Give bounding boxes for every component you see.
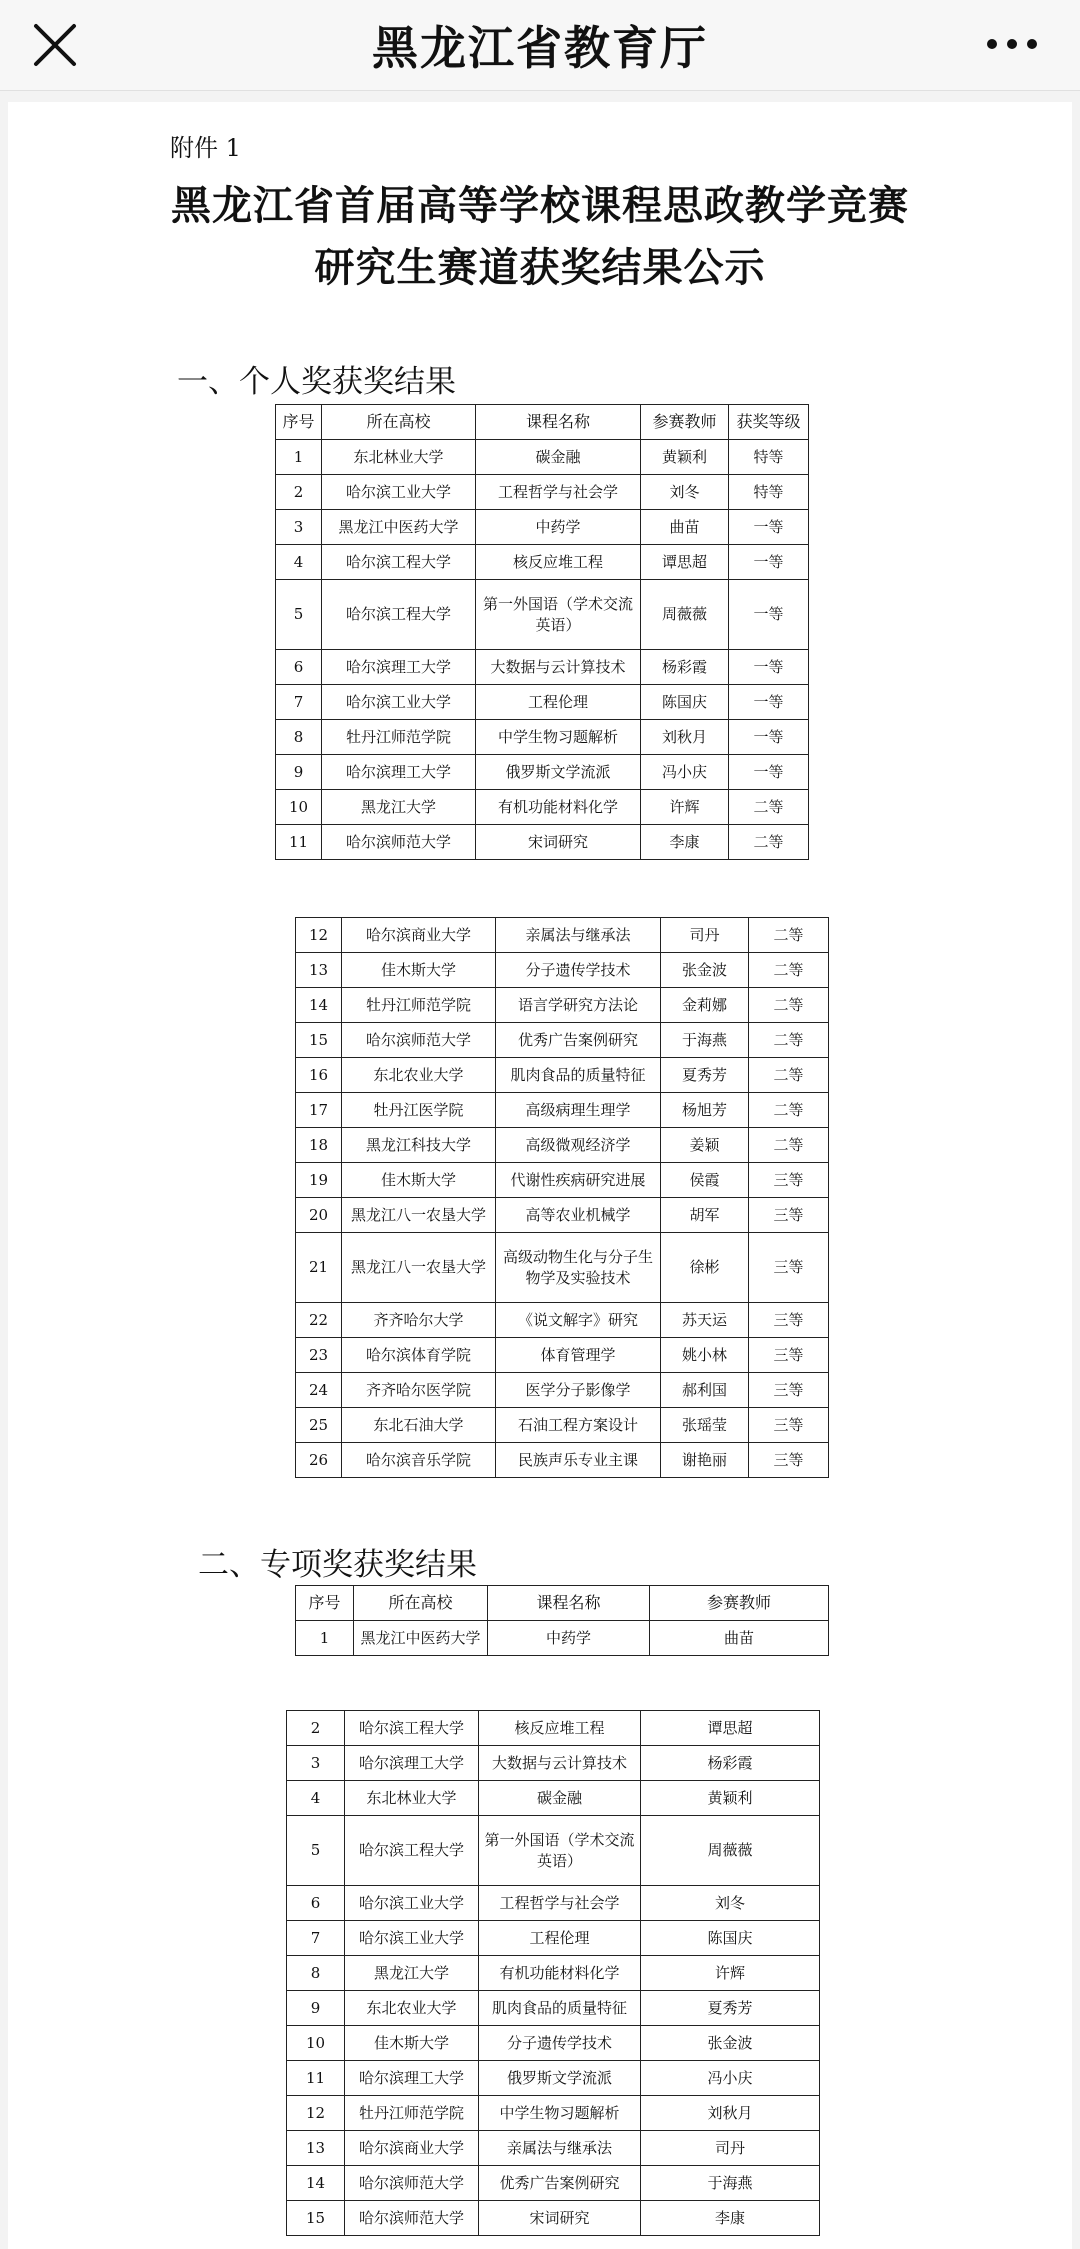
- table-row: [276, 475, 809, 510]
- table-row: [287, 1921, 820, 1956]
- course-cell: 语言学研究方法论: [496, 988, 661, 1023]
- teacher-cell: 周薇薇: [641, 1816, 820, 1886]
- teacher-cell: 曲苗: [650, 1621, 829, 1656]
- course-cell: 宋词研究: [479, 2201, 641, 2236]
- rank-cell: 9: [276, 755, 322, 790]
- table-row: [296, 1163, 829, 1198]
- teacher-cell: 杨彩霞: [641, 650, 729, 685]
- course-cell: 分子遗传学技术: [496, 953, 661, 988]
- course-cell: 分子遗传学技术: [479, 2026, 641, 2061]
- attachment-label: 附件 1: [170, 134, 241, 162]
- university-cell: 哈尔滨工程大学: [345, 1816, 479, 1886]
- table-row: [296, 988, 829, 1023]
- university-cell: 哈尔滨师范大学: [322, 825, 476, 860]
- course-cell: 碳金融: [476, 440, 641, 475]
- course-cell: 中学生物习题解析: [479, 2096, 641, 2131]
- table-header-row: [296, 1586, 829, 1621]
- table-row: [287, 1956, 820, 1991]
- course-cell: 《说文解字》研究: [496, 1303, 661, 1338]
- university-cell: 哈尔滨体育学院: [342, 1338, 496, 1373]
- university-cell: 黑龙江中医药大学: [354, 1621, 488, 1656]
- course-cell: 亲属法与继承法: [479, 2131, 641, 2166]
- teacher-cell: 黄颖利: [641, 440, 729, 475]
- table-row: [296, 1338, 829, 1373]
- course-cell: 亲属法与继承法: [496, 918, 661, 953]
- award-level-cell: 三等: [749, 1198, 829, 1233]
- award-level-cell: 二等: [729, 825, 809, 860]
- award-level-cell: 三等: [749, 1443, 829, 1478]
- document-title-line1: 黑龙江省首届高等学校课程思政教学竞赛: [171, 182, 909, 229]
- teacher-cell: 苏天运: [661, 1303, 749, 1338]
- table-row: [276, 825, 809, 860]
- course-cell: 大数据与云计算技术: [476, 650, 641, 685]
- table-row: [287, 2096, 820, 2131]
- rank-cell: 22: [296, 1303, 342, 1338]
- table-row: [276, 580, 809, 650]
- award-level-cell: 三等: [749, 1163, 829, 1198]
- university-cell: 东北林业大学: [322, 440, 476, 475]
- column-header: 序号: [296, 1586, 354, 1621]
- course-cell: 优秀广告案例研究: [496, 1023, 661, 1058]
- rank-cell: 4: [287, 1781, 345, 1816]
- course-cell: 体育管理学: [496, 1338, 661, 1373]
- course-cell: 工程哲学与社会学: [479, 1886, 641, 1921]
- teacher-cell: 杨彩霞: [641, 1746, 820, 1781]
- award-level-cell: 二等: [749, 1128, 829, 1163]
- rank-cell: 26: [296, 1443, 342, 1478]
- individual-award-table-part1: [275, 404, 809, 860]
- rank-cell: 10: [287, 2026, 345, 2061]
- university-cell: 牡丹江医学院: [342, 1093, 496, 1128]
- document-title-line2: 研究生赛道获奖结果公示: [314, 244, 766, 291]
- special-award-table-part1: [295, 1585, 829, 1656]
- course-cell: 俄罗斯文学流派: [476, 755, 641, 790]
- rank-cell: 19: [296, 1163, 342, 1198]
- course-cell: 医学分子影像学: [496, 1373, 661, 1408]
- teacher-cell: 周薇薇: [641, 580, 729, 650]
- university-cell: 佳木斯大学: [345, 2026, 479, 2061]
- teacher-cell: 郝利国: [661, 1373, 749, 1408]
- award-level-cell: 一等: [729, 720, 809, 755]
- course-cell: 代谢性疾病研究进展: [496, 1163, 661, 1198]
- university-cell: 哈尔滨理工大学: [345, 1746, 479, 1781]
- rank-cell: 15: [296, 1023, 342, 1058]
- teacher-cell: 冯小庆: [641, 755, 729, 790]
- course-cell: 民族声乐专业主课: [496, 1443, 661, 1478]
- table-row: [296, 1408, 829, 1443]
- table-row: [276, 510, 809, 545]
- course-cell: 中学生物习题解析: [476, 720, 641, 755]
- table-header-row: [276, 405, 809, 440]
- rank-cell: 12: [296, 918, 342, 953]
- rank-cell: 14: [287, 2166, 345, 2201]
- table-row: [296, 1303, 829, 1338]
- course-cell: 碳金融: [479, 1781, 641, 1816]
- university-cell: 黑龙江中医药大学: [322, 510, 476, 545]
- teacher-cell: 于海燕: [661, 1023, 749, 1058]
- university-cell: 哈尔滨工程大学: [345, 1711, 479, 1746]
- award-level-cell: 特等: [729, 440, 809, 475]
- course-cell: 宋词研究: [476, 825, 641, 860]
- university-cell: 哈尔滨工业大学: [322, 475, 476, 510]
- column-header: 参赛教师: [641, 405, 729, 440]
- teacher-cell: 陈国庆: [641, 685, 729, 720]
- teacher-cell: 李康: [641, 2201, 820, 2236]
- course-cell: 高等农业机械学: [496, 1198, 661, 1233]
- rank-cell: 24: [296, 1373, 342, 1408]
- table-row: [296, 1058, 829, 1093]
- course-cell: 肌肉食品的质量特征: [496, 1058, 661, 1093]
- table-row: [287, 1711, 820, 1746]
- award-level-cell: 二等: [749, 988, 829, 1023]
- teacher-cell: 姜颖: [661, 1128, 749, 1163]
- university-cell: 牡丹江师范学院: [342, 988, 496, 1023]
- column-header: 参赛教师: [650, 1586, 829, 1621]
- teacher-cell: 胡军: [661, 1198, 749, 1233]
- award-level-cell: 二等: [749, 918, 829, 953]
- rank-cell: 10: [276, 790, 322, 825]
- table-row: [287, 2061, 820, 2096]
- teacher-cell: 许辉: [641, 1956, 820, 1991]
- rank-cell: 21: [296, 1233, 342, 1303]
- university-cell: 牡丹江师范学院: [345, 2096, 479, 2131]
- course-cell: 高级动物生化与分子生物学及实验技术: [496, 1233, 661, 1303]
- table-row: [296, 1128, 829, 1163]
- rank-cell: 2: [276, 475, 322, 510]
- special-award-table-part2: [286, 1710, 820, 2236]
- teacher-cell: 黄颖利: [641, 1781, 820, 1816]
- university-cell: 黑龙江八一农垦大学: [342, 1198, 496, 1233]
- rank-cell: 11: [276, 825, 322, 860]
- award-level-cell: 三等: [749, 1373, 829, 1408]
- course-cell: 肌肉食品的质量特征: [479, 1991, 641, 2026]
- teacher-cell: 刘冬: [641, 475, 729, 510]
- teacher-cell: 夏秀芳: [641, 1991, 820, 2026]
- award-level-cell: 三等: [749, 1338, 829, 1373]
- teacher-cell: 谭思超: [641, 1711, 820, 1746]
- rank-cell: 8: [276, 720, 322, 755]
- university-cell: 哈尔滨工程大学: [322, 580, 476, 650]
- rank-cell: 13: [296, 953, 342, 988]
- column-header: 课程名称: [476, 405, 641, 440]
- teacher-cell: 曲苗: [641, 510, 729, 545]
- more-dots-icon: [980, 22, 1044, 66]
- column-header: 序号: [276, 405, 322, 440]
- individual-award-table-part2: [295, 917, 829, 1478]
- rank-cell: 7: [287, 1921, 345, 1956]
- university-cell: 东北林业大学: [345, 1781, 479, 1816]
- table-row: [287, 2131, 820, 2166]
- teacher-cell: 冯小庆: [641, 2061, 820, 2096]
- table-row: [296, 1198, 829, 1233]
- table-row: [296, 1093, 829, 1128]
- rank-cell: 20: [296, 1198, 342, 1233]
- teacher-cell: 张金波: [641, 2026, 820, 2061]
- teacher-cell: 谢艳丽: [661, 1443, 749, 1478]
- table-row: [296, 1023, 829, 1058]
- rank-cell: 5: [287, 1816, 345, 1886]
- table-row: [287, 1991, 820, 2026]
- rank-cell: 4: [276, 545, 322, 580]
- individual-award-heading: 一、个人奖获奖结果: [177, 364, 456, 400]
- rank-cell: 5: [276, 580, 322, 650]
- rank-cell: 23: [296, 1338, 342, 1373]
- rank-cell: 2: [287, 1711, 345, 1746]
- rank-cell: 18: [296, 1128, 342, 1163]
- rank-cell: 3: [276, 510, 322, 545]
- university-cell: 哈尔滨理工大学: [345, 2061, 479, 2096]
- university-cell: 哈尔滨师范大学: [345, 2201, 479, 2236]
- rank-cell: 7: [276, 685, 322, 720]
- university-cell: 哈尔滨理工大学: [322, 755, 476, 790]
- teacher-cell: 徐彬: [661, 1233, 749, 1303]
- award-level-cell: 二等: [729, 790, 809, 825]
- university-cell: 东北农业大学: [345, 1991, 479, 2026]
- course-cell: 中药学: [476, 510, 641, 545]
- rank-cell: 6: [276, 650, 322, 685]
- teacher-cell: 张金波: [661, 953, 749, 988]
- special-award-heading: 二、专项奖获奖结果: [198, 1547, 477, 1583]
- table-row: [276, 440, 809, 475]
- table-row: [296, 918, 829, 953]
- course-cell: 俄罗斯文学流派: [479, 2061, 641, 2096]
- teacher-cell: 刘冬: [641, 1886, 820, 1921]
- university-cell: 哈尔滨师范大学: [342, 1023, 496, 1058]
- award-level-cell: 二等: [749, 953, 829, 988]
- rank-cell: 25: [296, 1408, 342, 1443]
- university-cell: 佳木斯大学: [342, 1163, 496, 1198]
- award-level-cell: 一等: [729, 545, 809, 580]
- award-level-cell: 特等: [729, 475, 809, 510]
- teacher-cell: 杨旭芳: [661, 1093, 749, 1128]
- course-cell: 中药学: [488, 1621, 650, 1656]
- teacher-cell: 金莉娜: [661, 988, 749, 1023]
- teacher-cell: 刘秋月: [641, 2096, 820, 2131]
- teacher-cell: 许辉: [641, 790, 729, 825]
- course-cell: 工程哲学与社会学: [476, 475, 641, 510]
- table-row: [287, 1781, 820, 1816]
- teacher-cell: 姚小林: [661, 1338, 749, 1373]
- table-row: [276, 545, 809, 580]
- teacher-cell: 张瑶莹: [661, 1408, 749, 1443]
- university-cell: 哈尔滨音乐学院: [342, 1443, 496, 1478]
- course-cell: 工程伦理: [479, 1921, 641, 1956]
- rank-cell: 14: [296, 988, 342, 1023]
- table-row: [276, 755, 809, 790]
- teacher-cell: 司丹: [661, 918, 749, 953]
- top-navigation-bar: [0, 0, 1080, 91]
- rank-cell: 11: [287, 2061, 345, 2096]
- table-row: [296, 1233, 829, 1303]
- university-cell: 哈尔滨工程大学: [322, 545, 476, 580]
- table-row: [296, 1443, 829, 1478]
- teacher-cell: 刘秋月: [641, 720, 729, 755]
- teacher-cell: 侯霞: [661, 1163, 749, 1198]
- rank-cell: 1: [276, 440, 322, 475]
- table-row: [276, 720, 809, 755]
- university-cell: 东北农业大学: [342, 1058, 496, 1093]
- rank-cell: 9: [287, 1991, 345, 2026]
- course-cell: 核反应堆工程: [479, 1711, 641, 1746]
- table-row: [296, 1373, 829, 1408]
- course-cell: 有机功能材料化学: [479, 1956, 641, 1991]
- teacher-cell: 于海燕: [641, 2166, 820, 2201]
- university-cell: 哈尔滨工业大学: [322, 685, 476, 720]
- university-cell: 牡丹江师范学院: [322, 720, 476, 755]
- course-cell: 高级病理生理学: [496, 1093, 661, 1128]
- table-row: [287, 2026, 820, 2061]
- award-level-cell: 二等: [749, 1093, 829, 1128]
- university-cell: 哈尔滨师范大学: [345, 2166, 479, 2201]
- teacher-cell: 李康: [641, 825, 729, 860]
- column-header: 获奖等级: [729, 405, 809, 440]
- award-level-cell: 三等: [749, 1233, 829, 1303]
- table-row: [296, 953, 829, 988]
- rank-cell: 13: [287, 2131, 345, 2166]
- table-row: [296, 1621, 829, 1656]
- rank-cell: 8: [287, 1956, 345, 1991]
- course-cell: 优秀广告案例研究: [479, 2166, 641, 2201]
- university-cell: 佳木斯大学: [342, 953, 496, 988]
- award-level-cell: 二等: [749, 1058, 829, 1093]
- teacher-cell: 夏秀芳: [661, 1058, 749, 1093]
- teacher-cell: 陈国庆: [641, 1921, 820, 1956]
- table-row: [287, 1816, 820, 1886]
- teacher-cell: 司丹: [641, 2131, 820, 2166]
- rank-cell: 1: [296, 1621, 354, 1656]
- table-row: [276, 685, 809, 720]
- university-cell: 黑龙江八一农垦大学: [342, 1233, 496, 1303]
- course-cell: 高级微观经济学: [496, 1128, 661, 1163]
- university-cell: 哈尔滨工业大学: [345, 1921, 479, 1956]
- award-level-cell: 一等: [729, 510, 809, 545]
- table-row: [287, 1746, 820, 1781]
- table-row: [276, 650, 809, 685]
- award-level-cell: 一等: [729, 685, 809, 720]
- course-cell: 核反应堆工程: [476, 545, 641, 580]
- course-cell: 有机功能材料化学: [476, 790, 641, 825]
- university-cell: 哈尔滨商业大学: [345, 2131, 479, 2166]
- rank-cell: 17: [296, 1093, 342, 1128]
- rank-cell: 6: [287, 1886, 345, 1921]
- table-row: [287, 2166, 820, 2201]
- university-cell: 齐齐哈尔大学: [342, 1303, 496, 1338]
- university-cell: 哈尔滨工业大学: [345, 1886, 479, 1921]
- university-cell: 哈尔滨理工大学: [322, 650, 476, 685]
- table-row: [276, 790, 809, 825]
- award-level-cell: 三等: [749, 1303, 829, 1338]
- course-cell: 第一外国语（学术交流英语）: [476, 580, 641, 650]
- column-header: 所在高校: [322, 405, 476, 440]
- award-level-cell: 一等: [729, 755, 809, 790]
- course-cell: 工程伦理: [476, 685, 641, 720]
- teacher-cell: 谭思超: [641, 545, 729, 580]
- rank-cell: 15: [287, 2201, 345, 2236]
- page-title: 黑龙江省教育厅: [372, 21, 708, 75]
- more-options-button[interactable]: [980, 22, 1044, 66]
- university-cell: 东北石油大学: [342, 1408, 496, 1443]
- university-cell: 黑龙江科技大学: [342, 1128, 496, 1163]
- course-cell: 第一外国语（学术交流英语）: [479, 1816, 641, 1886]
- column-header: 课程名称: [488, 1586, 650, 1621]
- university-cell: 哈尔滨商业大学: [342, 918, 496, 953]
- award-level-cell: 三等: [749, 1408, 829, 1443]
- rank-cell: 3: [287, 1746, 345, 1781]
- award-level-cell: 二等: [749, 1023, 829, 1058]
- rank-cell: 16: [296, 1058, 342, 1093]
- university-cell: 黑龙江大学: [322, 790, 476, 825]
- rank-cell: 12: [287, 2096, 345, 2131]
- course-cell: 石油工程方案设计: [496, 1408, 661, 1443]
- award-level-cell: 一等: [729, 650, 809, 685]
- university-cell: 黑龙江大学: [345, 1956, 479, 1991]
- university-cell: 齐齐哈尔医学院: [342, 1373, 496, 1408]
- course-cell: 大数据与云计算技术: [479, 1746, 641, 1781]
- award-level-cell: 一等: [729, 580, 809, 650]
- column-header: 所在高校: [354, 1586, 488, 1621]
- table-row: [287, 1886, 820, 1921]
- table-row: [287, 2201, 820, 2236]
